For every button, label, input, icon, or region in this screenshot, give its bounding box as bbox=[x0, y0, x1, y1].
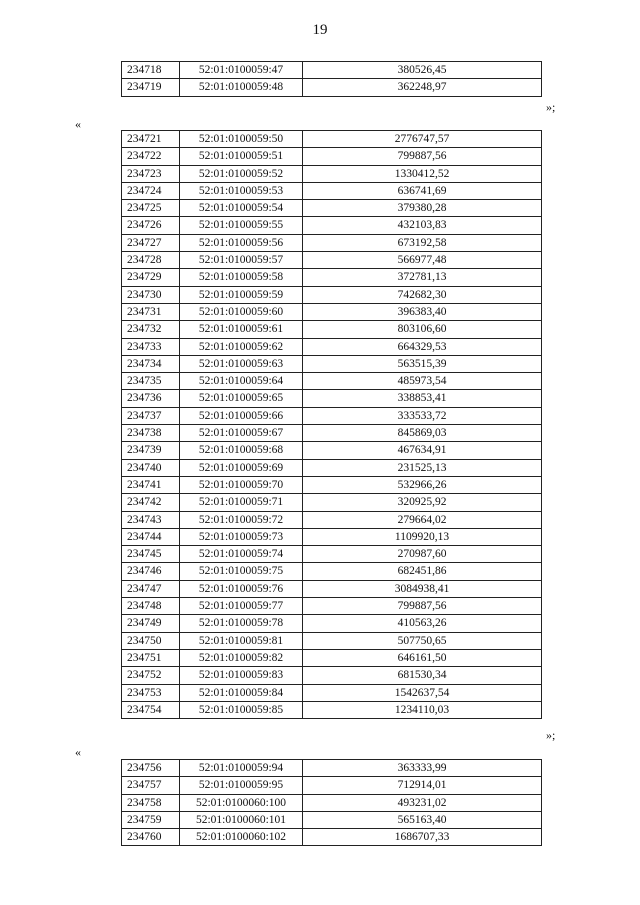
value-cell: 396383,40 bbox=[303, 303, 542, 320]
value-cell: 646161,50 bbox=[303, 649, 542, 666]
row-number-cell: 234745 bbox=[122, 546, 180, 563]
row-number-cell: 234759 bbox=[122, 811, 180, 828]
cadastral-number-cell: 52:01:0100059:52 bbox=[180, 165, 303, 182]
row-number-cell: 234728 bbox=[122, 252, 180, 269]
table-row bbox=[122, 459, 542, 476]
closing-quote-2: »; bbox=[546, 728, 556, 742]
cadastral-number-cell: 52:01:0100059:77 bbox=[180, 598, 303, 615]
value-cell: 566977,48 bbox=[303, 252, 542, 269]
value-cell: 3084938,41 bbox=[303, 580, 542, 597]
table-row bbox=[122, 234, 542, 251]
row-number-cell: 234736 bbox=[122, 390, 180, 407]
table-row bbox=[122, 580, 542, 597]
cadastral-number-cell: 52:01:0100059:78 bbox=[180, 615, 303, 632]
row-number-cell: 234743 bbox=[122, 511, 180, 528]
cadastral-number-cell: 52:01:0100059:63 bbox=[180, 355, 303, 372]
value-cell: 636741,69 bbox=[303, 182, 542, 199]
cadastral-number-cell: 52:01:0100059:81 bbox=[180, 632, 303, 649]
table-row bbox=[122, 494, 542, 511]
table-row bbox=[122, 321, 542, 338]
table-row bbox=[122, 165, 542, 182]
table-row bbox=[122, 632, 542, 649]
table-row bbox=[122, 563, 542, 580]
value-cell: 799887,56 bbox=[303, 148, 542, 165]
cadastral-number-cell: 52:01:0100059:56 bbox=[180, 234, 303, 251]
row-number-cell: 234718 bbox=[122, 62, 180, 79]
row-number-cell: 234724 bbox=[122, 182, 180, 199]
table-row bbox=[122, 217, 542, 234]
value-cell: 682451,86 bbox=[303, 563, 542, 580]
value-cell: 681530,34 bbox=[303, 667, 542, 684]
value-cell: 803106,60 bbox=[303, 321, 542, 338]
row-number-cell: 234748 bbox=[122, 598, 180, 615]
row-number-cell: 234730 bbox=[122, 286, 180, 303]
table-row bbox=[122, 252, 542, 269]
value-cell: 379380,28 bbox=[303, 200, 542, 217]
row-number-cell: 234731 bbox=[122, 303, 180, 320]
value-cell: 380526,45 bbox=[303, 62, 542, 79]
cadastral-number-cell: 52:01:0100059:57 bbox=[180, 252, 303, 269]
registry-table-3 bbox=[121, 759, 542, 846]
cadastral-number-cell: 52:01:0100059:61 bbox=[180, 321, 303, 338]
cadastral-number-cell: 52:01:0100059:62 bbox=[180, 338, 303, 355]
row-number-cell: 234741 bbox=[122, 476, 180, 493]
table-row bbox=[122, 425, 542, 442]
cadastral-number-cell: 52:01:0100059:53 bbox=[180, 182, 303, 199]
cadastral-number-cell: 52:01:0100059:47 bbox=[180, 62, 303, 79]
value-cell: 563515,39 bbox=[303, 355, 542, 372]
value-cell: 333533,72 bbox=[303, 407, 542, 424]
table-row bbox=[122, 667, 542, 684]
cadastral-number-cell: 52:01:0100059:85 bbox=[180, 701, 303, 718]
row-number-cell: 234722 bbox=[122, 148, 180, 165]
value-cell: 532966,26 bbox=[303, 476, 542, 493]
value-cell: 338853,41 bbox=[303, 390, 542, 407]
value-cell: 673192,58 bbox=[303, 234, 542, 251]
value-cell: 1109920,13 bbox=[303, 528, 542, 545]
cadastral-number-cell: 52:01:0100059:48 bbox=[180, 79, 303, 96]
cadastral-number-cell: 52:01:0100059:64 bbox=[180, 373, 303, 390]
cadastral-number-cell: 52:01:0100059:66 bbox=[180, 407, 303, 424]
cadastral-number-cell: 52:01:0100060:100 bbox=[180, 794, 303, 811]
value-cell: 799887,56 bbox=[303, 598, 542, 615]
row-number-cell: 234750 bbox=[122, 632, 180, 649]
row-number-cell: 234738 bbox=[122, 425, 180, 442]
table-row bbox=[122, 355, 542, 372]
table-row bbox=[122, 777, 542, 794]
opening-quote-3: « bbox=[75, 745, 81, 759]
value-cell: 467634,91 bbox=[303, 442, 542, 459]
row-number-cell: 234746 bbox=[122, 563, 180, 580]
opening-quote-2: « bbox=[75, 117, 81, 131]
row-number-cell: 234756 bbox=[122, 760, 180, 777]
value-cell: 410563,26 bbox=[303, 615, 542, 632]
row-number-cell: 234742 bbox=[122, 494, 180, 511]
registry-table-2 bbox=[121, 130, 542, 719]
table-row bbox=[122, 303, 542, 320]
table-row bbox=[122, 407, 542, 424]
table-row bbox=[122, 476, 542, 493]
table-row bbox=[122, 269, 542, 286]
value-cell: 742682,30 bbox=[303, 286, 542, 303]
row-number-cell: 234760 bbox=[122, 829, 180, 846]
row-number-cell: 234758 bbox=[122, 794, 180, 811]
closing-quote-1: »; bbox=[546, 100, 556, 114]
cadastral-number-cell: 52:01:0100059:82 bbox=[180, 649, 303, 666]
row-number-cell: 234729 bbox=[122, 269, 180, 286]
registry-table-1 bbox=[121, 61, 542, 97]
cadastral-number-cell: 52:01:0100059:65 bbox=[180, 390, 303, 407]
row-number-cell: 234721 bbox=[122, 131, 180, 148]
value-cell: 1686707,33 bbox=[303, 829, 542, 846]
cadastral-number-cell: 52:01:0100059:95 bbox=[180, 777, 303, 794]
cadastral-number-cell: 52:01:0100059:75 bbox=[180, 563, 303, 580]
value-cell: 2776747,57 bbox=[303, 131, 542, 148]
row-number-cell: 234732 bbox=[122, 321, 180, 338]
row-number-cell: 234723 bbox=[122, 165, 180, 182]
table-row bbox=[122, 829, 542, 846]
value-cell: 1542637,54 bbox=[303, 684, 542, 701]
cadastral-number-cell: 52:01:0100059:58 bbox=[180, 269, 303, 286]
row-number-cell: 234757 bbox=[122, 777, 180, 794]
cadastral-number-cell: 52:01:0100059:83 bbox=[180, 667, 303, 684]
cadastral-number-cell: 52:01:0100059:74 bbox=[180, 546, 303, 563]
table-row bbox=[122, 528, 542, 545]
cadastral-number-cell: 52:01:0100059:69 bbox=[180, 459, 303, 476]
table-row bbox=[122, 200, 542, 217]
table-row bbox=[122, 615, 542, 632]
row-number-cell: 234719 bbox=[122, 79, 180, 96]
cadastral-number-cell: 52:01:0100059:67 bbox=[180, 425, 303, 442]
row-number-cell: 234751 bbox=[122, 649, 180, 666]
value-cell: 1330412,52 bbox=[303, 165, 542, 182]
cadastral-number-cell: 52:01:0100059:55 bbox=[180, 217, 303, 234]
row-number-cell: 234726 bbox=[122, 217, 180, 234]
cadastral-number-cell: 52:01:0100059:76 bbox=[180, 580, 303, 597]
cadastral-number-cell: 52:01:0100059:51 bbox=[180, 148, 303, 165]
table-row bbox=[122, 442, 542, 459]
row-number-cell: 234744 bbox=[122, 528, 180, 545]
row-number-cell: 234737 bbox=[122, 407, 180, 424]
value-cell: 493231,02 bbox=[303, 794, 542, 811]
table-row bbox=[122, 286, 542, 303]
row-number-cell: 234740 bbox=[122, 459, 180, 476]
table-row bbox=[122, 546, 542, 563]
row-number-cell: 234727 bbox=[122, 234, 180, 251]
row-number-cell: 234734 bbox=[122, 355, 180, 372]
table-row bbox=[122, 760, 542, 777]
row-number-cell: 234754 bbox=[122, 701, 180, 718]
value-cell: 712914,01 bbox=[303, 777, 542, 794]
value-cell: 231525,13 bbox=[303, 459, 542, 476]
cadastral-number-cell: 52:01:0100059:50 bbox=[180, 131, 303, 148]
value-cell: 507750,65 bbox=[303, 632, 542, 649]
value-cell: 565163,40 bbox=[303, 811, 542, 828]
cadastral-number-cell: 52:01:0100059:71 bbox=[180, 494, 303, 511]
value-cell: 1234110,03 bbox=[303, 701, 542, 718]
value-cell: 664329,53 bbox=[303, 338, 542, 355]
value-cell: 270987,60 bbox=[303, 546, 542, 563]
row-number-cell: 234725 bbox=[122, 200, 180, 217]
row-number-cell: 234739 bbox=[122, 442, 180, 459]
table-row bbox=[122, 649, 542, 666]
table-row bbox=[122, 182, 542, 199]
cadastral-number-cell: 52:01:0100060:102 bbox=[180, 829, 303, 846]
cadastral-number-cell: 52:01:0100059:59 bbox=[180, 286, 303, 303]
value-cell: 363333,99 bbox=[303, 760, 542, 777]
table-row bbox=[122, 701, 542, 718]
table-row bbox=[122, 338, 542, 355]
value-cell: 432103,83 bbox=[303, 217, 542, 234]
table-row bbox=[122, 811, 542, 828]
table-row bbox=[122, 390, 542, 407]
cadastral-number-cell: 52:01:0100059:84 bbox=[180, 684, 303, 701]
cadastral-number-cell: 52:01:0100059:60 bbox=[180, 303, 303, 320]
table-row bbox=[122, 598, 542, 615]
cadastral-number-cell: 52:01:0100059:70 bbox=[180, 476, 303, 493]
value-cell: 845869,03 bbox=[303, 425, 542, 442]
table-row bbox=[122, 511, 542, 528]
cadastral-number-cell: 52:01:0100060:101 bbox=[180, 811, 303, 828]
page-number: 19 bbox=[312, 22, 328, 38]
row-number-cell: 234747 bbox=[122, 580, 180, 597]
table-row bbox=[122, 794, 542, 811]
table-row bbox=[122, 148, 542, 165]
cadastral-number-cell: 52:01:0100059:72 bbox=[180, 511, 303, 528]
row-number-cell: 234752 bbox=[122, 667, 180, 684]
row-number-cell: 234733 bbox=[122, 338, 180, 355]
row-number-cell: 234735 bbox=[122, 373, 180, 390]
value-cell: 362248,97 bbox=[303, 79, 542, 96]
table-row bbox=[122, 373, 542, 390]
cadastral-number-cell: 52:01:0100059:54 bbox=[180, 200, 303, 217]
table-row bbox=[122, 62, 542, 79]
value-cell: 320925,92 bbox=[303, 494, 542, 511]
table-row bbox=[122, 131, 542, 148]
table-row bbox=[122, 684, 542, 701]
row-number-cell: 234749 bbox=[122, 615, 180, 632]
value-cell: 485973,54 bbox=[303, 373, 542, 390]
cadastral-number-cell: 52:01:0100059:94 bbox=[180, 760, 303, 777]
value-cell: 279664,02 bbox=[303, 511, 542, 528]
cadastral-number-cell: 52:01:0100059:73 bbox=[180, 528, 303, 545]
value-cell: 372781,13 bbox=[303, 269, 542, 286]
row-number-cell: 234753 bbox=[122, 684, 180, 701]
table-row bbox=[122, 79, 542, 96]
cadastral-number-cell: 52:01:0100059:68 bbox=[180, 442, 303, 459]
